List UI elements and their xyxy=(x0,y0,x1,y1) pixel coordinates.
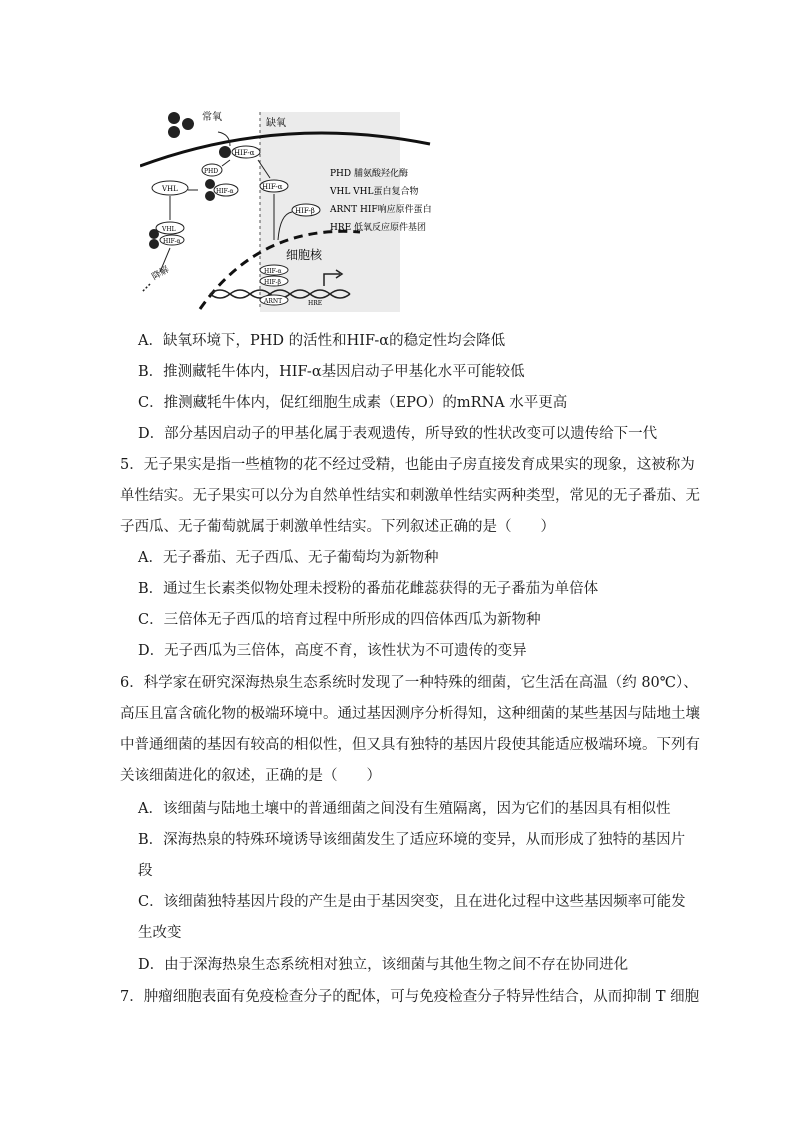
oh-4 xyxy=(149,239,159,249)
hif-alpha-label-1: HIF-α xyxy=(234,149,255,157)
phd-label: PHD xyxy=(204,168,219,175)
q5-option-b: B．通过生长素类似物处理未授粉的番茄花雌蕊获得的无子番茄为单倍体 xyxy=(138,581,599,597)
o2-at-membrane xyxy=(219,146,231,158)
q6-option-b-cont: 段 xyxy=(138,863,153,879)
label-hypoxia: 缺氧 xyxy=(266,118,286,129)
degrade-label: 降解 xyxy=(150,264,172,283)
hre-label: HRE xyxy=(308,300,323,307)
q6-option-c-cont: 生改变 xyxy=(138,925,182,941)
label-normoxia: 常氧 xyxy=(202,112,222,123)
q4-option-d: D．部分基因启动子的甲基化属于表观遗传，所导致的性状改变可以遗传给下一代 xyxy=(138,426,658,442)
legend-phd: PHD 脯氨酸羟化酶 xyxy=(330,169,408,179)
nucleus-label: 细胞核 xyxy=(286,248,323,262)
q6-stem-line-2: 高压且富含硫化物的极端环境中。通过基因测序分析得知，这种细菌的某些基因与陆地土壤 xyxy=(120,706,700,722)
q5-stem-line-1: 5．无子果实是指一些植物的花不经过受精，也能由子房直接发育成果实的现象，这被称为 xyxy=(120,457,695,473)
q6-option-a: A．该细菌与陆地土壤中的普通细菌之间没有生殖隔离，因为它们的基因具有相似性 xyxy=(138,801,671,817)
o2-molecules xyxy=(168,112,194,138)
q4-option-c: C．推测藏牦牛体内，促红细胞生成素（EPO）的mRNA 水平更高 xyxy=(138,395,568,411)
q6-option-d: D．由于深海热泉生态系统相对独立，该细菌与其他生物之间不存在协同进化 xyxy=(138,957,629,973)
q5-option-c: C．三倍体无子西瓜的培育过程中所形成的四倍体西瓜为新物种 xyxy=(138,612,541,628)
q6-option-c: C．该细菌独特基因片段的产生是由于基因突变，且在进化过程中这些基因频率可能发 xyxy=(138,894,686,910)
hif-alpha-label-3: HIF-α xyxy=(163,238,181,245)
q6-option-b: B．深海热泉的特殊环境诱导该细菌发生了适应环境的变异，从而形成了独特的基因片 xyxy=(138,832,686,848)
hif-alpha-label-5: HIF-α xyxy=(264,268,282,275)
hif-alpha-label-4: HIF-α xyxy=(262,183,283,191)
hif-beta-label: HIF-β xyxy=(295,207,315,215)
oh-3 xyxy=(149,229,159,239)
q5-option-d: D．无子西瓜为三倍体，高度不育，该性状为不可遗传的变异 xyxy=(138,643,527,659)
q6-stem-line-3: 中普通细菌的基因有较高的相似性，但又具有独特的基因片段使其能适应极端环境。下列有 xyxy=(120,737,700,753)
q4-option-b: B．推测藏牦牛体内，HIF-α基因启动子甲基化水平可能较低 xyxy=(138,364,525,380)
hif-alpha-label-2: HIF-α xyxy=(216,188,234,195)
legend-vhl: VHL VHL蛋白复合物 xyxy=(330,187,419,197)
arnt-label: ARNT xyxy=(264,298,283,305)
vhl-label-2: VHL xyxy=(162,226,176,233)
q6-stem-line-1: 6．科学家在研究深海热泉生态系统时发现了一种特殊的细菌，它生活在高温（约 80℃）、 xyxy=(120,675,698,691)
arrow-b xyxy=(222,160,230,166)
q5-option-a: A．无子番茄、无子西瓜、无子葡萄均为新物种 xyxy=(138,550,439,566)
q5-stem-line-2: 单性结实。无子果实可以分为自然单性结实和刺激单性结实两种类型，常见的无子番茄、无 xyxy=(120,488,700,504)
legend-hre: HRE 低氧反应原件基团 xyxy=(330,223,427,233)
degrade-arrow xyxy=(142,284,150,292)
q4-option-a: A．缺氧环境下，PHD 的活性和HIF-α的稳定性均会降低 xyxy=(138,333,506,349)
hif-pathway-diagram xyxy=(140,104,440,314)
q5-stem-line-3: 子西瓜、无子葡萄就属于刺激单性结实。下列叙述正确的是（ ） xyxy=(120,519,555,535)
hif-beta-label-2: HIF-β xyxy=(264,279,281,286)
legend-arnt: ARNT HIF响应原件蛋白 xyxy=(330,205,432,215)
q6-stem-line-4: 关该细菌进化的叙述，正确的是（ ） xyxy=(120,768,381,784)
vhl-label: VHL xyxy=(162,185,178,193)
oh-2 xyxy=(205,191,215,201)
q7-stem-line-1: 7．肿瘤细胞表面有免疫检查分子的配体，可与免疫检查分子特异性结合，从而抑制 T 细胞 xyxy=(120,989,700,1005)
oh-1 xyxy=(205,179,215,189)
